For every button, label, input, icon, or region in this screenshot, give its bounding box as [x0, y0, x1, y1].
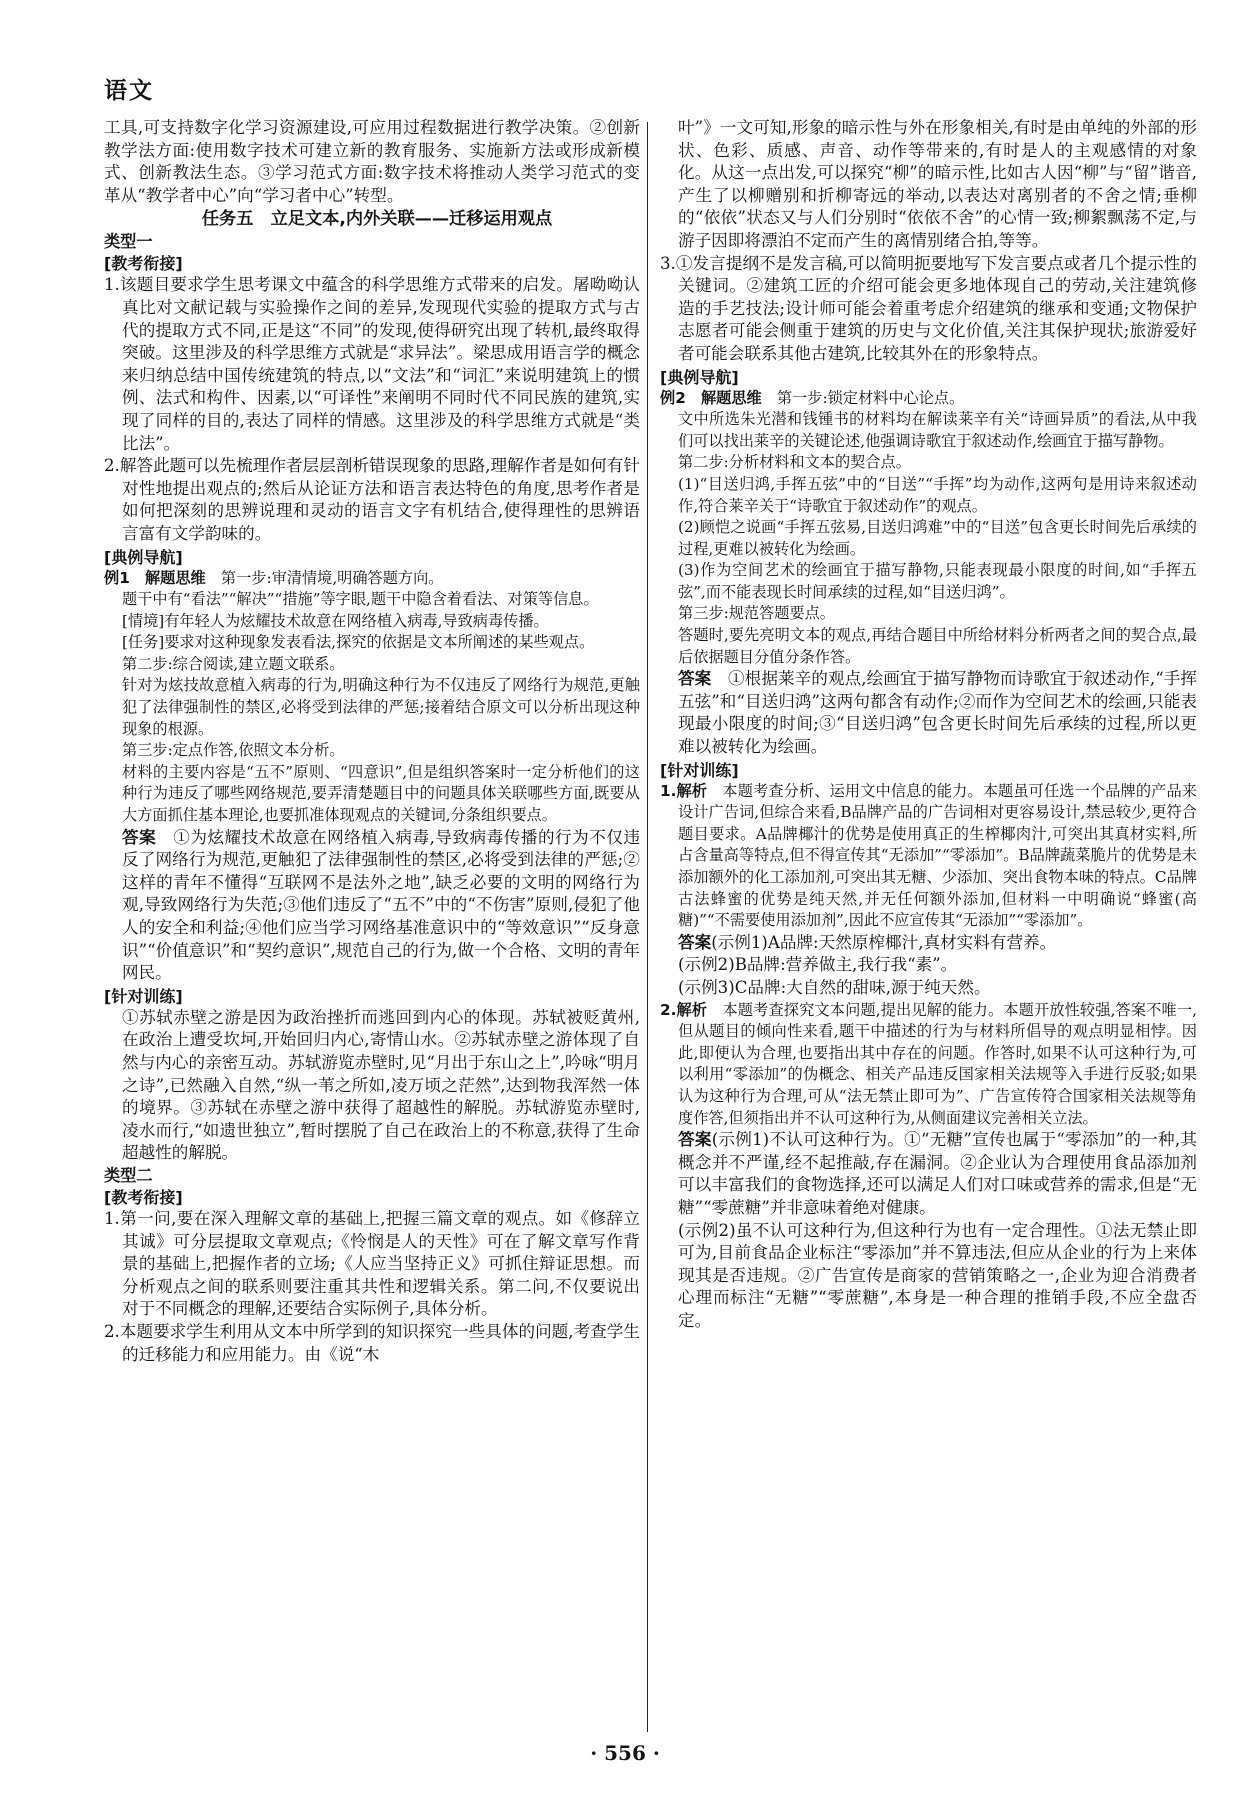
- example-1-body-7: 材料的主要内容是“五不”原则、“四意识”,但是组织答案时一定分析他们的这种行为违反了哪些网络规范,要弄清楚题目中的问题具体关联哪些方面,既要从大方面抓住基本理论,也要抓准体现观点的关键词,分条组织要点。: [122, 762, 640, 825]
- training-1-body: 本题考查分析、运用文中信息的能力。本题虽可任选一个品牌的产品来设计广告词,但综合来看,B品牌产品的广告词相对更容易设计,禁忌较少,更符合题目要求。A品牌椰汁的优势是使用真正的生榨椰肉汁,可突出其真材实料,所占含量高等特点,但不得宣传其“无添加”“零添加”。B品牌蔬菜脆片的优势是未添加额外的化工添加剂,可突出其无糖、少添加、突出食物本味的特点。C品牌古法蜂蜜的优势是纯天然,并无任何额外添加,但材料一中明确说“蜂蜜(高糖)”“不需要使用添加剂”,因此不应宣传其“无添加”“零添加”。: [678, 781, 1197, 930]
- training-2-answer-1-text: (示例1)不认可这种行为。①“无糖”宣传也属于“零添加”的一种,其概念并不严谨,经不起推敲,存在漏洞。②企业认为合理使用食品添加剂可以丰富我们的食物选择,还可以满足人们对口味或营养的需求,但是“无糖”“零蔗糖”并非意味着绝对健康。: [678, 1130, 1197, 1217]
- example-2-label: 例2: [660, 388, 701, 407]
- example-1-body-2: [情境]有年轻人为炫耀技术故意在网络植入病毒,导致病毒传播。: [122, 611, 549, 630]
- section-dianli: [ 典例导航 ]: [104, 547, 640, 568]
- example-1-step1: 第一步:审清情境,明确答题方向。: [205, 568, 444, 587]
- training-1-answer-1-text: (示例1)A品牌:天然原榨椰汁,真材实料有营养。: [711, 932, 1057, 952]
- task-title: 任务五 立足文本,内外关联——迁移运用观点: [201, 209, 553, 230]
- training-1-analysis: [660, 781, 1197, 932]
- example-2-step1: 第一步:锁定材料中心论点。: [761, 388, 965, 407]
- example-2-heading: [660, 388, 1197, 410]
- page-number: · 556 ·: [590, 1741, 660, 1765]
- right-column: [660, 117, 1197, 1332]
- type-two-title: 类型二: [104, 1165, 153, 1185]
- section-jiaokao-2: [ 教考衔接 ]: [104, 1187, 640, 1208]
- section-jiaokao: [ 教考衔接 ]: [104, 253, 640, 274]
- example-2-body-4: (2)顾恺之说画“手挥五弦易,目送归鸿难”中的“目送”包含更长时间先后承续的过程,更难以被转化为绘画。: [678, 518, 1197, 558]
- example-2-answer-label: 答案: [678, 669, 712, 689]
- example-1-body-6: 第三步:定点作答,依照文本分析。: [122, 741, 345, 760]
- example-1-lead: 解题思维: [144, 568, 206, 587]
- training-1-answer-2: (示例2)B品牌:营养做主,我行我“素”。: [678, 955, 958, 975]
- training-1-label: 1.解析: [660, 781, 708, 800]
- example-1-body-4: 第二步:综合阅读,建立题文联系。: [122, 654, 345, 673]
- section-zhendui: [ 针对训练 ]: [104, 986, 640, 1007]
- example-2-answer-text: ①根据莱辛的观点,绘画宜于描写静物而诗歌宜于叙述动作,“手挥五弦”和“目送归鸿”这两句都含有动作;②而作为空间艺术的绘画,只能表现最小限度的时间;③“目送归鸿”包含更长时间先后承续的过程,所以更难以被转化为绘画。: [678, 669, 1198, 757]
- type-one-title: 类型一: [104, 232, 153, 252]
- example-1-body-3: [任务]要求对这种现象发表看法,探究的依据是文本所阐述的某些观点。: [122, 633, 595, 652]
- continued-paragraph: 叶”》一文可知,形象的暗示性与外在形象相关,有时是由单纯的外部的形状、色彩、质感、声音、动作等带来的,有时是人的主观感情的对象化。从这一点出发,可以探究“柳”的暗示性,比如古人因“柳”与“留”谐音,产生了以柳赠别和折柳寄远的举动,以表达对离别者的不舍之情;垂柳的“依依”状态又与人们分别时“依依不舍”的心情一致;柳絮飘荡不定,与游子因即将漂泊不定而产生的离情别绪合拍,等等。: [678, 118, 1197, 250]
- example-2-body-3: (1)“目送归鸿,手挥五弦”中的“目送”“手挥”均为动作,这两句是用诗来叙述动作,符合莱辛关于“诗歌宜于叙述动作”的观点。: [678, 474, 1197, 515]
- jiaokao2-item-2: 2.本题要求学生利用从文本中所学到的知识探究一些具体的问题,考查学生的迁移能力和应用能力。由《说“木: [104, 1321, 640, 1364]
- training-2-analysis: [660, 1000, 1197, 1130]
- training-1-answer-1: [660, 932, 1197, 955]
- example-2-lead: 解题思维: [700, 388, 762, 407]
- section-dianli-2: [ 典例导航 ]: [660, 367, 1197, 388]
- training-2-label: 2.解析: [660, 1000, 708, 1019]
- zhendui-answer: ①苏轼赤壁之游是因为政治挫折而逃回到内心的体现。苏轼被贬黄州,在政治上遭受坎坷,开始回归内心,寄情山水。②苏轼赤壁之游体现了自然与内心的亲密互动。苏轼游览赤壁时,见“月出于东山之上”,吟咏“明月之诗”,已然融入自然,“纵一苇之所如,凌万顷之茫然”,达到物我浑然一体的境界。③苏轼在赤壁之游中获得了超越性的解脱。苏轼游览赤壁时,凌水而行,“如遗世独立”,暂时摆脱了自己在政治上的不称意,获得了生命超越性的解脱。: [122, 1007, 640, 1163]
- example-1-answer-label: 答案: [122, 827, 157, 847]
- section-zhendui-2: [ 针对训练 ]: [660, 760, 1197, 781]
- example-1-answer-text: ①为炫耀技术故意在网络植入病毒,导致病毒传播的行为不仅违反了网络行为规范,更触犯了法律强制性的禁区,必将受到法律的严惩;②这样的青年不懂得“互联网不是法外之地”,缺乏必要的文明的网络行为观,导致网络行为失范;③他们违反了“五不”中的“不伤害”原则,侵犯了他人的安全和利益;④他们应当学习网络基准意识中的“等效意识”“反身意识”“价值意识”和“契约意识”,规范自己的行为,做一个合格、文明的青年网民。: [122, 827, 640, 983]
- example-1-answer: [104, 827, 640, 985]
- training-2-answer-1: [660, 1129, 1197, 1219]
- example-2-body-7: 答题时,要先亮明文本的观点,再结合题目中所给材料分析两者之间的契合点,最后依据题目分值分条作答。: [678, 626, 1197, 666]
- intro-paragraph: 工具,可支持数字化学习资源建设,可应用过程数据进行教学决策。②创新教学法方面:使用数字技术可建立新的教育服务、实施新方法或形成新模式、创新教法生态。③学习范式方面:数字技术将推动人类学习范式的变革从“教学者中心”向“学习者中心”转型。: [104, 118, 640, 205]
- jiaokao2-item-1: 1.第一问,要在深入理解文章的基础上,把握三篇文章的观点。如《修辞立其诚》可分层提取文章观点;《怜悯是人的天性》可在了解文章写作背景的基础上,把握作者的立场;《人应当坚持正义》可抓住辩证思想。而分析观点之间的联系则要注重其共性和逻辑关系。第二问,不仅要说出对于不同概念的理解,还要结合实际例子,具体分析。: [104, 1208, 640, 1319]
- example-2-body-2: 第二步:分析材料和文本的契合点。: [678, 453, 911, 472]
- example-2-answer: [660, 668, 1197, 758]
- example-2-body-1: 文中所选朱光潜和钱锺书的材料均在解读莱辛有关“诗画异质”的看法,从中我们可以找出莱辛的关键论述,他强调诗歌宜于叙述动作,绘画宜于描写静物。: [678, 410, 1197, 450]
- training-2-body: 本题考查探究文本问题,提出见解的能力。本题开放性较强,答案不唯一,但从题目的倾向性来看,题干中描述的行为与材料所倡导的观点明显相悖。因此,即便认为合理,也要指出其中存在的问题。作答时,如果不认可这种行为,可以利用“零添加”的伪概念、相关产品违反国家相关法规等入手进行反驳;如果认为这种行为合理,可从“法无禁止即可为”、广告宣传符合国家相关法规等角度作答,但须指出并不认可这种行为,从侧面建议完善相关立法。: [678, 1000, 1198, 1127]
- jiaokao-item-2: 2.解答此题可以先梳理作者层层剖析错误现象的思路,理解作者是如何有针对性地提出观点的;然后从论证方法和语言表达特色的角度,思考作者是如何把深刻的思辨说理和灵动的语言文字有机结合,使得理性的思辨语言富有文学韵味的。: [104, 456, 640, 543]
- training-2-answer-2: (示例2)虽不认可这种行为,但这种行为也有一定合理性。①法无禁止即可为,目前食品企业标注“零添加”并不算违法,但应从企业的行为上来体现其是否违规。②广告宣传是商家的营销策略之一,企业为迎合消费者心理而标注“无糖”“零蔗糖”,本身是一种合理的推销手段,不应全盘否定。: [678, 1220, 1197, 1330]
- example-1-label: 例1: [104, 568, 145, 587]
- jiaokao-item-1: 1.该题目要求学生思考课文中蕴含的科学思维方式带来的启发。屠呦呦认真比对文献记载与实验操作之间的差异,发现现代实验的提取方式与古代的提取方式不同,正是这“不同”的发现,使得研究出现了转机,最终取得突破。这里涉及的科学思维方式就是“求异法”。梁思成用语言学的概念来归纳总结中国传统建筑的特点,以“文法”和“词汇”来说明建筑上的惯例、法式和构件、因素,以“可译性”来阐明不同时代不同民族的建筑,实现了同样的目的,表达了同样的情感。这里涉及的科学思维方式就是“类比法”。: [104, 275, 640, 453]
- example-1-heading: [104, 568, 640, 590]
- example-2-body-5: (3)作为空间艺术的绘画宜于描写静物,只能表现最小限度的时间,如“手挥五弦”,而不能表现长时间承续的过程,如“目送归鸿”。: [678, 561, 1197, 601]
- training-1-answer-label: 答案: [678, 932, 712, 952]
- column-divider: [647, 122, 648, 1732]
- example-1-body-1: 题干中有“看法”“解决”“措施”等字眼,题干中隐含着看法、对策等信息。: [122, 590, 599, 609]
- example-1-body-5: 针对为炫技故意植入病毒的行为,明确这种行为不仅违反了网络行为规范,更触犯了法律强制性的禁区,必将受到法律的严惩;接着结合原文可以分析出现这种现象的根源。: [122, 676, 640, 738]
- jiaokao-item-3: 3.①发言提纲不是发言稿,可以简明扼要地写下发言要点或者几个提示性的关键词。②建筑工匠的介绍可能会更多地体现自己的劳动,关注建筑修造的手艺技法;设计师可能会着重考虑介绍建筑的继承和变通;文物保护志愿者可能会侧重于建筑的历史与文化价值,关注其保护现状;旅游爱好者可能会联系其他古建筑,比较其外在的形象特点。: [660, 253, 1197, 363]
- example-2-body-6: 第三步:规范答题要点。: [678, 604, 835, 623]
- training-2-answer-label: 答案: [678, 1130, 712, 1150]
- training-1-answer-3: (示例3)C品牌:大自然的甜味,源于纯天然。: [678, 977, 991, 997]
- left-column: [104, 117, 640, 1366]
- page-header-subject: 语文: [104, 78, 154, 104]
